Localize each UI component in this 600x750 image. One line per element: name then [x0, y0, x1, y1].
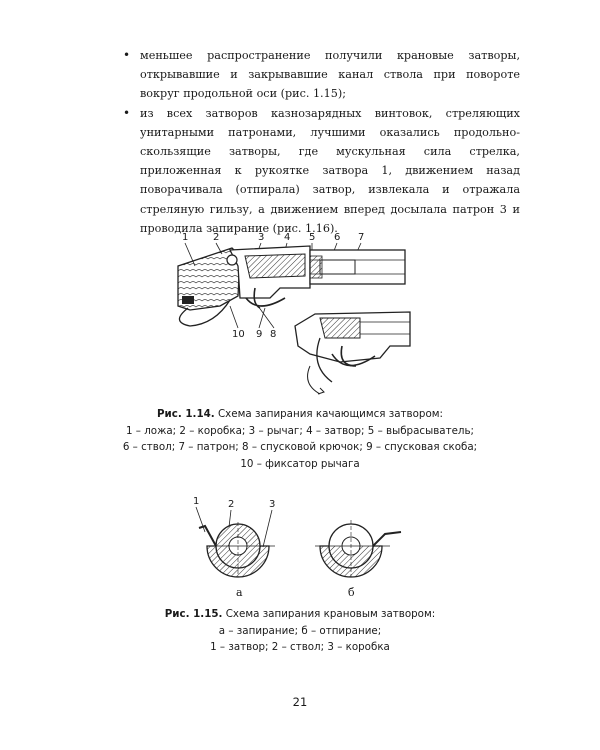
caption-line: а – запирание; б – отпирание; [218, 624, 382, 637]
bullet-icon: • [123, 105, 131, 120]
fig14-label-10: 10 [232, 329, 245, 340]
fig15-label-1: 1 [193, 496, 200, 507]
fig15-label-3: 3 [269, 499, 276, 510]
caption-text: Схема запирания качающимся затвором: [217, 408, 443, 420]
caption-line: 1 – затвор; 2 – ствол; 3 – коробка [210, 641, 390, 653]
bullet-icon: • [123, 48, 131, 62]
caption-title: Рис. 1.14. [157, 408, 215, 420]
fig14-label-6: 6 [334, 232, 341, 243]
fig14-label-9: 9 [256, 329, 263, 340]
figure-1-15-caption [110, 606, 490, 656]
caption-line: 6 – ствол; 7 – патрон; 8 – спусковой крючок; 9 – спусковая скоба; [122, 441, 478, 453]
fig14-label-5: 5 [309, 232, 316, 243]
bullet-item [122, 46, 520, 104]
fig15-sublabel-b: б [348, 586, 355, 599]
fig14-label-8: 8 [270, 329, 277, 340]
fig14-label-1: 1 [182, 232, 189, 243]
bullet-text: меньшее распространение получили крановые затворы, открывавшие и закрывавшие канал ствола при повороте вокруг продольной оси (рис. 1.15); [140, 49, 520, 101]
caption-line: 10 – фиксатор рычага [240, 457, 360, 470]
figure-1-14-drawing [160, 226, 440, 401]
page-number: 21 [292, 695, 308, 709]
figure-1-15-drawing [185, 492, 415, 602]
figure-1-14-caption [110, 406, 490, 472]
fig14-label-4: 4 [284, 232, 291, 243]
caption-title: Рис. 1.15. [164, 608, 223, 620]
caption-line: 1 – ложа; 2 – коробка; 3 – рычаг; 4 – затвор; 5 – выбрасыватель; [125, 424, 475, 437]
bullet-text: из всех затворов казнозарядных винтовок, стреляющих унитарными патронами, лучшими оказались продольно-скользящие затворы, где мускульная сила стрелка, приложенная к рукоятке затвора 1, движением назад поворачивала (отпирала) затвор, извлекала и отражала стреляную гильзу, а движением вперед досылала патрон 3 и проводила запирание (рис. 1.16). [140, 106, 520, 235]
caption-text: Схема запирания крановым затвором: [225, 608, 436, 620]
bullet-item [122, 104, 520, 238]
fig14-label-3: 3 [258, 232, 265, 243]
fig15-label-2: 2 [228, 499, 235, 510]
fig14-label-7: 7 [358, 232, 365, 243]
fig14-label-2: 2 [213, 232, 220, 243]
bullet-list [122, 46, 520, 238]
caption-line [110, 606, 490, 623]
fig15-sublabel-a: а [236, 586, 243, 599]
caption-line [110, 406, 490, 423]
